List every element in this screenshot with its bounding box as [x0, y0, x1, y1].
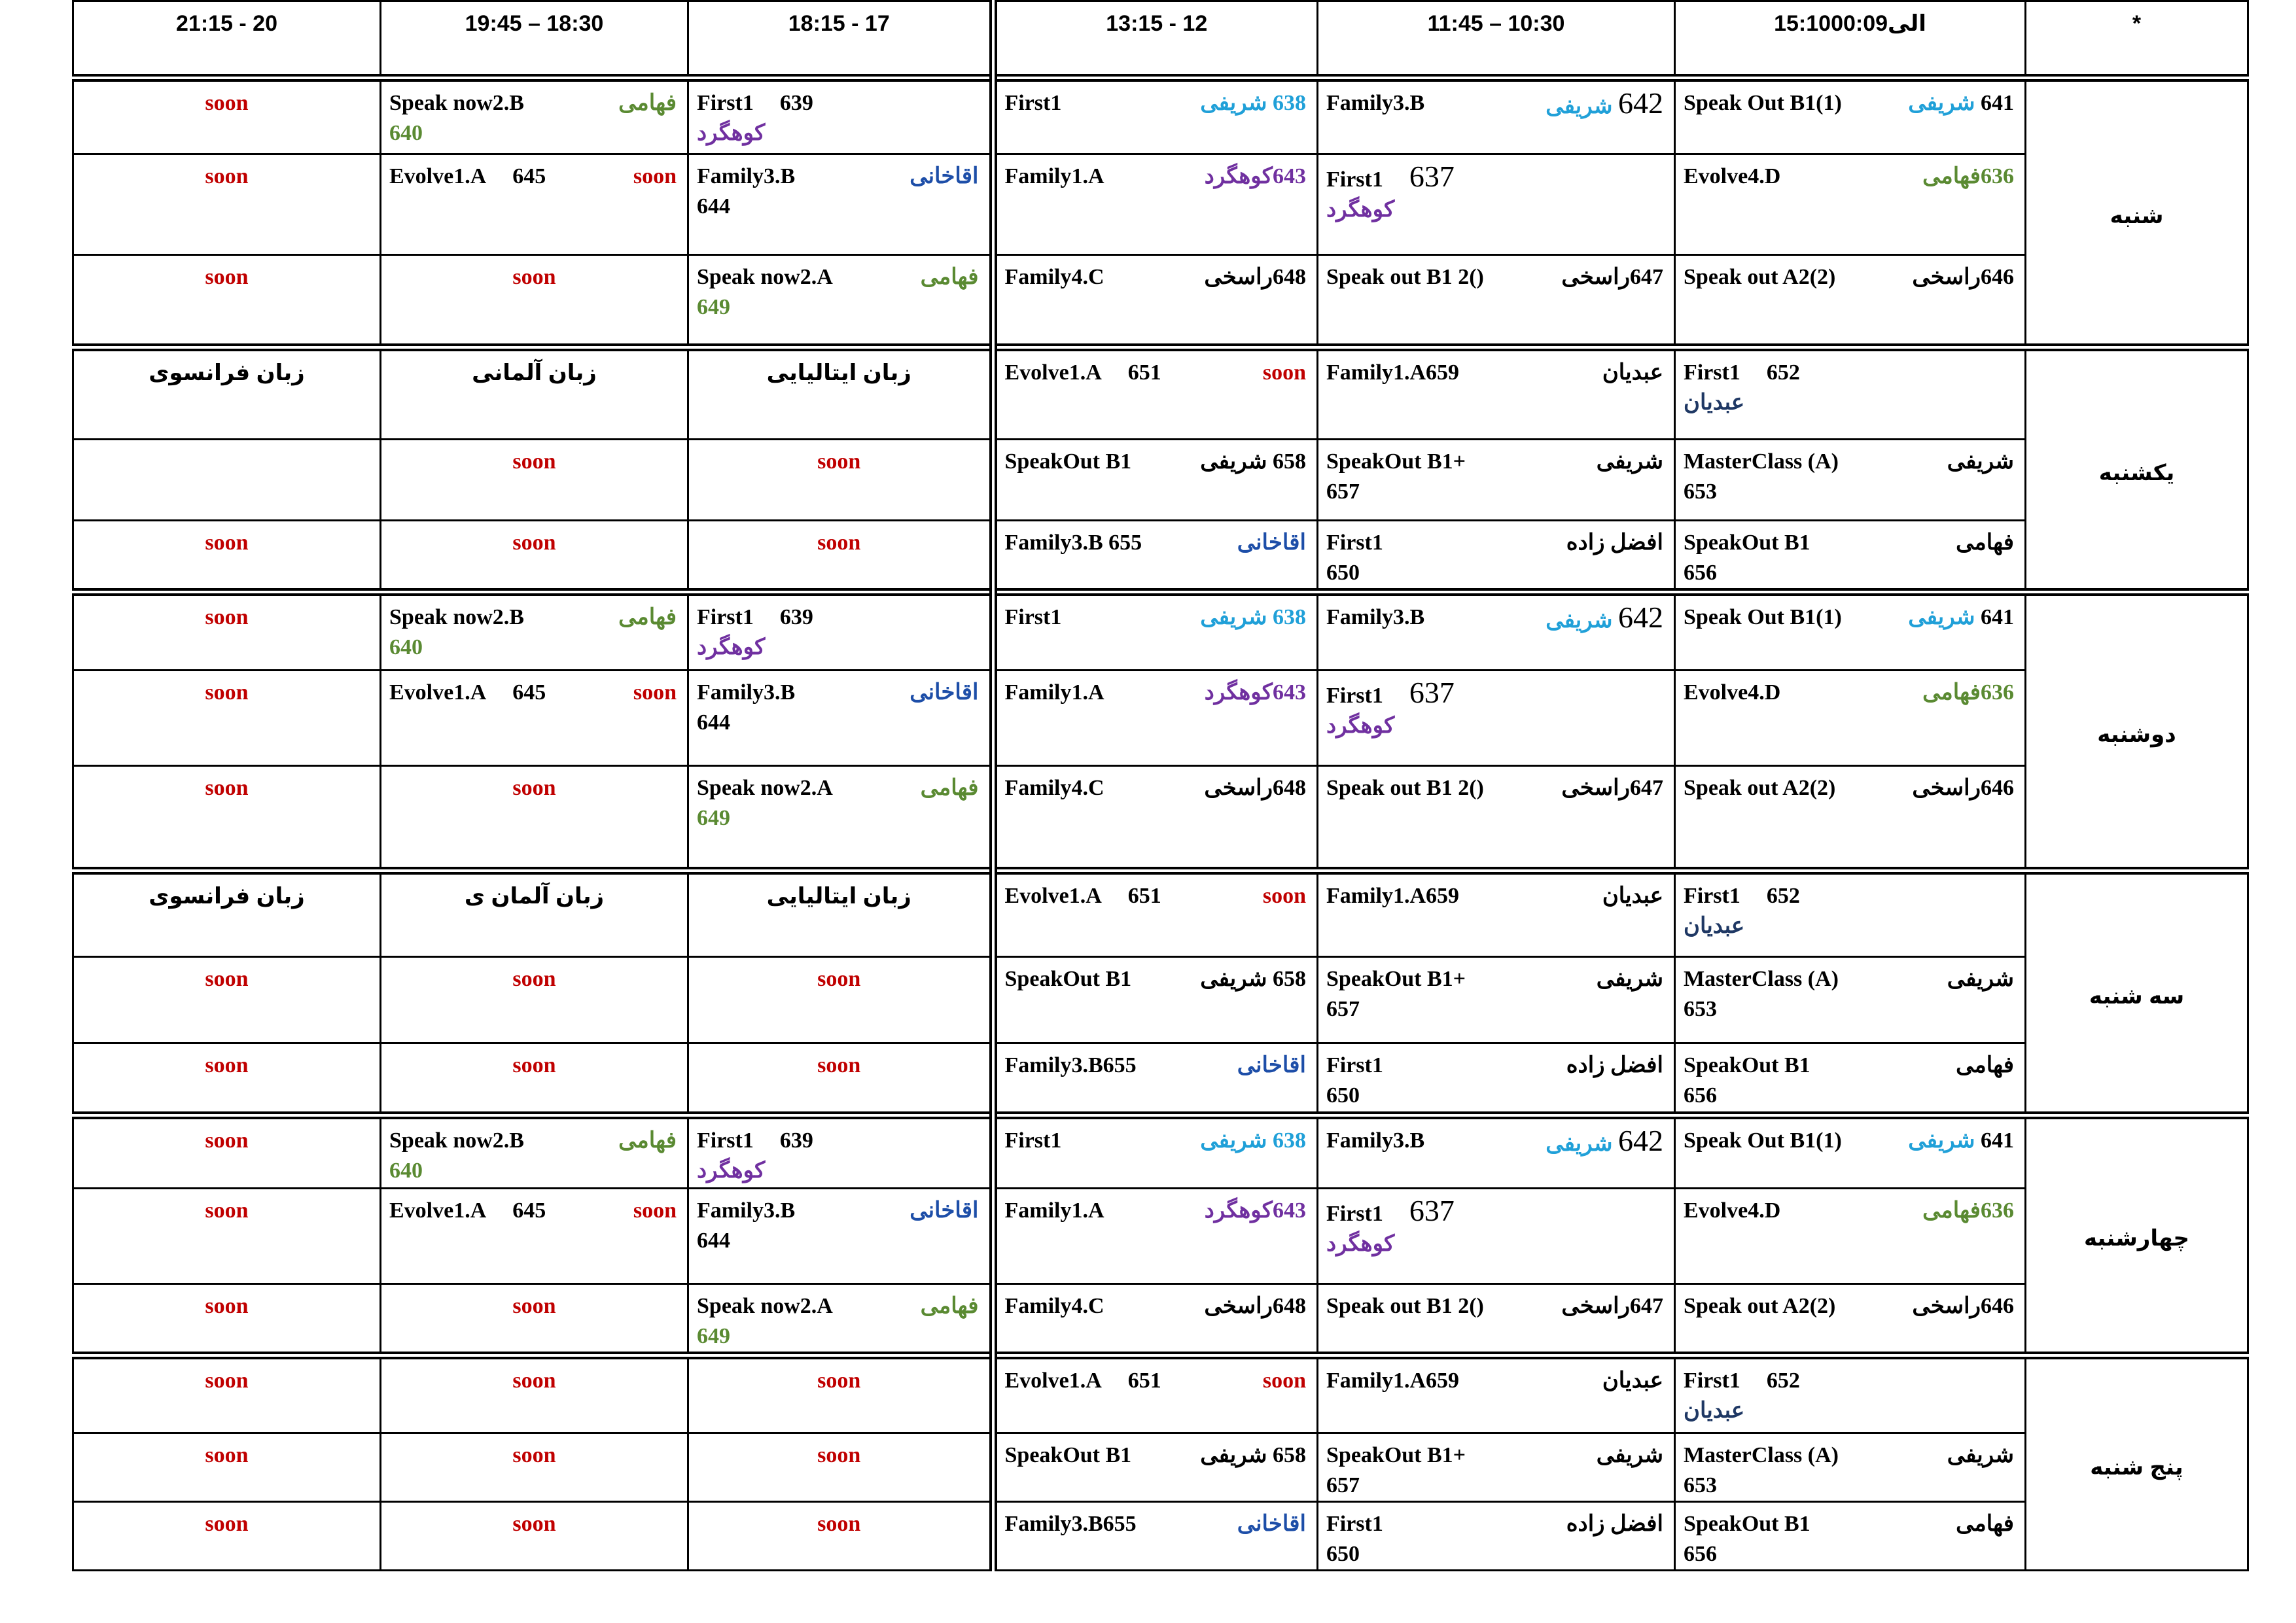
class-cell: Speak out B1 2() 647راسخی [1318, 766, 1675, 871]
cell-soon: soon [381, 1043, 688, 1115]
cell-soon: soon [381, 1501, 688, 1570]
class-cell: SpeakOut B1 658 شریفی [993, 957, 1318, 1043]
class-cell: SpeakOut B1 فهامی 656 [1675, 1501, 2026, 1570]
tue-row-3 [73, 1043, 2248, 1115]
cell-soon: soon [688, 439, 993, 520]
class-cell: Family3.B 655 اقاخانی [993, 520, 1318, 592]
tue-row-2 [73, 957, 2248, 1043]
class-cell: Speak out B1 2() 647راسخی [1318, 1284, 1675, 1356]
class-cell: Speak Out B1(1) 641 شریفی [1675, 78, 2026, 154]
slot-5-header: 19:45 – 18:30 [381, 1, 688, 79]
class-cell: Speak out B1 2() 647راسخی [1318, 254, 1675, 347]
corner-header: * [2026, 1, 2248, 79]
cell-soon: soon [381, 439, 688, 520]
empty-cell [73, 439, 381, 520]
class-cell: Evolve1.A 645 soon [381, 1189, 688, 1284]
day-monday: دوشنبه [2026, 592, 2248, 871]
slot-3-header: 13:15 - 12 [993, 1, 1318, 79]
class-cell: Family1.A 643کوهگرد [993, 154, 1318, 254]
cell-soon: soon [73, 1043, 381, 1115]
class-cell: Evolve4.D 636فهامی [1675, 671, 2026, 766]
class-cell: First1 639 کوهگرد [688, 78, 993, 154]
class-cell: Speak now2.B فهامی 640 [381, 1115, 688, 1189]
class-cell: Speak now2.B فهامی 640 [381, 78, 688, 154]
wed-row-1 [73, 1115, 2248, 1189]
class-cell: Family3.B اقاخانی 644 [688, 154, 993, 254]
class-cell: First1 افضل زاده 650 [1318, 1043, 1675, 1115]
slot-4-header: 18:15 - 17 [688, 1, 993, 79]
class-cell: SpeakOut B1+ شریفی 657 [1318, 957, 1675, 1043]
class-cell: Speak now2.A فهامی 649 [688, 254, 993, 347]
sat-row-2 [73, 154, 2248, 254]
class-cell: Family3.B655 اقاخانی [993, 1501, 1318, 1570]
class-cell: First1 637 کوهگرد [1318, 671, 1675, 766]
lang-italian: زبان ایتالیایی [688, 347, 993, 439]
cell-soon: soon [381, 1433, 688, 1501]
class-cell: First1 652 عبدیان [1675, 1355, 2026, 1433]
class-cell: Family1.A 643کوهگرد [993, 671, 1318, 766]
class-cell: SpeakOut B1 658 شریفی [993, 439, 1318, 520]
thu-row-1 [73, 1355, 2248, 1433]
class-cell: Speak now2.A فهامی 649 [688, 1284, 993, 1356]
class-cell: First1 638 شریفی [993, 78, 1318, 154]
class-cell: First1 652 عبدیان [1675, 347, 2026, 439]
cell-soon: soon [73, 671, 381, 766]
wed-row-3 [73, 1284, 2248, 1356]
day-saturday: شنبه [2026, 78, 2248, 347]
class-cell: Evolve1.A 651 soon [993, 347, 1318, 439]
class-cell: SpeakOut B1 فهامی 656 [1675, 1043, 2026, 1115]
lang-german: زبان آلمانی [381, 347, 688, 439]
sat-row-1 [73, 78, 2248, 154]
cell-soon: soon [73, 766, 381, 871]
mon-row-3 [73, 766, 2248, 871]
cell-soon: soon [688, 1501, 993, 1570]
class-cell: First1 638 شریفی [993, 592, 1318, 671]
sun-row-1 [73, 347, 2248, 439]
cell-soon: soon [73, 78, 381, 154]
cell-soon: soon [381, 520, 688, 592]
class-cell: First1 652 عبدیان [1675, 871, 2026, 957]
slot-1-header: 15:10الی00:09 [1675, 1, 2026, 79]
day-tuesday: سه شنبه [2026, 871, 2248, 1115]
class-cell: SpeakOut B1+ شریفی 657 [1318, 439, 1675, 520]
class-cell: SpeakOut B1 658 شریفی [993, 1433, 1318, 1501]
thu-row-3 [73, 1501, 2248, 1570]
class-cell: MasterClass (A) شریفی 653 [1675, 439, 2026, 520]
sat-row-3 [73, 254, 2248, 347]
lang-french: زبان فرانسوی [73, 347, 381, 439]
class-cell: Family3.B 642 شریفی [1318, 1115, 1675, 1189]
thu-row-2 [73, 1433, 2248, 1501]
class-cell: Evolve4.D 636فهامی [1675, 154, 2026, 254]
class-cell: Family1.A659 عبدیان [1318, 347, 1675, 439]
class-cell: Evolve1.A 651 soon [993, 1355, 1318, 1433]
cell-soon: soon [73, 520, 381, 592]
wed-row-2 [73, 1189, 2248, 1284]
class-cell: Speak out A2(2) 646راسخی [1675, 766, 2026, 871]
sun-row-3 [73, 520, 2248, 592]
cell-soon: soon [381, 766, 688, 871]
cell-soon: soon [73, 154, 381, 254]
lang-italian: زبان ایتالیایی [688, 871, 993, 957]
class-cell: Speak out A2(2) 646راسخی [1675, 1284, 2026, 1356]
cell-soon: soon [688, 957, 993, 1043]
cell-soon: soon [688, 1043, 993, 1115]
cell-soon: soon [73, 254, 381, 347]
class-cell: Family3.B اقاخانی 644 [688, 1189, 993, 1284]
class-cell: Evolve1.A 645 soon [381, 154, 688, 254]
class-cell: SpeakOut B1 فهامی 656 [1675, 520, 2026, 592]
day-wednesday: چهارشنبه [2026, 1115, 2248, 1356]
class-cell: First1 637 کوهگرد [1318, 1189, 1675, 1284]
class-cell: Family4.C 648راسخی [993, 1284, 1318, 1356]
schedule-table [72, 0, 2249, 1571]
header-row [73, 1, 2248, 79]
class-cell: Family3.B 642 شریفی [1318, 592, 1675, 671]
class-cell: Family3.B655 اقاخانی [993, 1043, 1318, 1115]
class-cell: First1 639 کوهگرد [688, 1115, 993, 1189]
class-cell: Family1.A659 عبدیان [1318, 1355, 1675, 1433]
class-cell: First1 افضل زاده 650 [1318, 1501, 1675, 1570]
cell-soon: soon [73, 1189, 381, 1284]
class-cell: MasterClass (A) شریفی 653 [1675, 957, 2026, 1043]
class-cell: Family4.C 648راسخی [993, 766, 1318, 871]
class-cell: First1 639 کوهگرد [688, 592, 993, 671]
cell-soon: soon [688, 1355, 993, 1433]
class-cell: Speak Out B1(1) 641 شریفی [1675, 592, 2026, 671]
schedule-sheet [72, 0, 2247, 1571]
cell-soon: soon [381, 1355, 688, 1433]
class-cell: Evolve1.A 651 soon [993, 871, 1318, 957]
cell-soon: soon [381, 1284, 688, 1356]
lang-german: زبان آلمان ی [381, 871, 688, 957]
class-cell: Speak now2.B فهامی 640 [381, 592, 688, 671]
cell-soon: soon [73, 592, 381, 671]
lang-french: زبان فرانسوی [73, 871, 381, 957]
slot-6-header: 21:15 - 20 [73, 1, 381, 79]
class-cell: Speak Out B1(1) 641 شریفی [1675, 1115, 2026, 1189]
class-cell: Family3.B 642 شریفی [1318, 78, 1675, 154]
class-cell: Evolve1.A 645 soon [381, 671, 688, 766]
class-cell: MasterClass (A) شریفی 653 [1675, 1433, 2026, 1501]
class-cell: First1 افضل زاده 650 [1318, 520, 1675, 592]
class-cell: SpeakOut B1+ شریفی 657 [1318, 1433, 1675, 1501]
sun-row-2 [73, 439, 2248, 520]
cell-soon: soon [688, 520, 993, 592]
cell-soon: soon [73, 957, 381, 1043]
class-cell: Family1.A659 عبدیان [1318, 871, 1675, 957]
cell-soon: soon [73, 1284, 381, 1356]
tue-row-1 [73, 871, 2248, 957]
class-cell: Family1.A 643کوهگرد [993, 1189, 1318, 1284]
class-cell: Family4.C 648راسخی [993, 254, 1318, 347]
class-cell: First1 638 شریفی [993, 1115, 1318, 1189]
cell-soon: soon [688, 1433, 993, 1501]
class-cell: Speak now2.A فهامی 649 [688, 766, 993, 871]
mon-row-2 [73, 671, 2248, 766]
day-thursday: پنج شنبه [2026, 1355, 2248, 1570]
class-cell: Speak out A2(2) 646راسخی [1675, 254, 2026, 347]
slot-2-header: 11:45 – 10:30 [1318, 1, 1675, 79]
class-cell: Family3.B اقاخانی 644 [688, 671, 993, 766]
mon-row-1 [73, 592, 2248, 671]
cell-soon: soon [73, 1355, 381, 1433]
day-sunday: یکشنبه [2026, 347, 2248, 592]
cell-soon: soon [73, 1433, 381, 1501]
cell-soon: soon [73, 1115, 381, 1189]
cell-soon: soon [381, 254, 688, 347]
class-cell: Evolve4.D 636فهامی [1675, 1189, 2026, 1284]
class-cell: First1 637 کوهگرد [1318, 154, 1675, 254]
cell-soon: soon [381, 957, 688, 1043]
cell-soon: soon [73, 1501, 381, 1570]
